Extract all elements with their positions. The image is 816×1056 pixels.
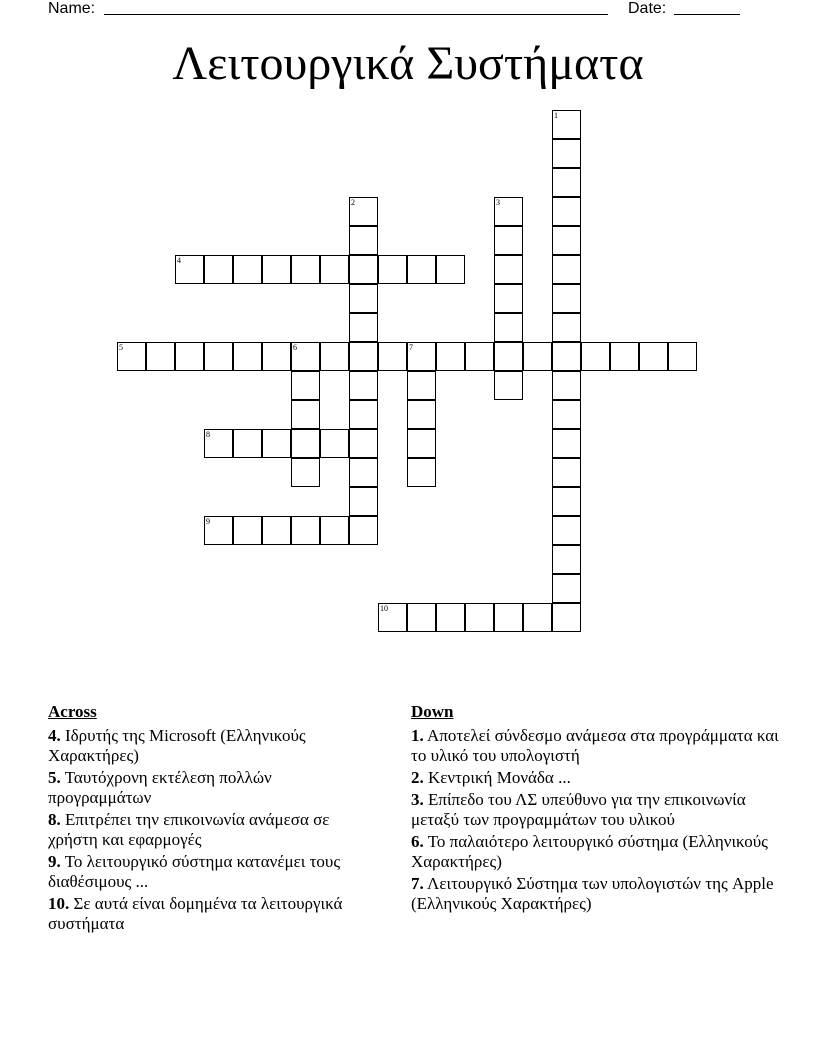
crossword-cell[interactable] [378, 603, 407, 632]
down-clue-list [411, 726, 781, 914]
crossword-cell[interactable] [291, 255, 320, 284]
crossword-cell[interactable] [349, 371, 378, 400]
crossword-cell[interactable] [291, 458, 320, 487]
crossword-cell[interactable] [349, 429, 378, 458]
clue-number: 6. [411, 832, 424, 851]
across-clues [48, 702, 378, 936]
crossword-cell[interactable] [552, 400, 581, 429]
clue-item [48, 810, 378, 850]
clue-number: 9. [48, 852, 61, 871]
cell-number: 4 [177, 256, 181, 265]
crossword-cell[interactable] [552, 574, 581, 603]
crossword-cell[interactable] [204, 429, 233, 458]
crossword-cell[interactable] [233, 255, 262, 284]
cell-number: 10 [380, 604, 388, 613]
clue-text: Επίπεδο του ΛΣ υπεύθυνο για την επικοινωνία μεταξύ των προγραμμάτων του υλικού [411, 790, 746, 829]
crossword-cell[interactable] [233, 516, 262, 545]
cell-number: 3 [496, 198, 500, 207]
clue-text: Ταυτόχρονη εκτέλεση πολλών προγραμμάτων [48, 768, 272, 807]
crossword-cell[interactable] [291, 371, 320, 400]
crossword-cell[interactable] [349, 516, 378, 545]
crossword-cell[interactable] [291, 342, 320, 371]
crossword-cell[interactable] [407, 255, 436, 284]
crossword-cell[interactable] [552, 255, 581, 284]
crossword-cell[interactable] [552, 284, 581, 313]
clue-item [411, 832, 781, 872]
down-heading: Down [411, 702, 454, 721]
crossword-cell[interactable] [465, 603, 494, 632]
crossword-cell[interactable] [494, 603, 523, 632]
clue-number: 1. [411, 726, 424, 745]
across-clue-list [48, 726, 378, 934]
crossword-cell[interactable] [146, 342, 175, 371]
crossword-cell[interactable] [552, 110, 581, 139]
crossword-cell[interactable] [494, 371, 523, 400]
crossword-cell[interactable] [349, 487, 378, 516]
crossword-cell[interactable] [175, 255, 204, 284]
clue-number: 3. [411, 790, 424, 809]
clue-number: 5. [48, 768, 61, 787]
crossword-cell[interactable] [204, 342, 233, 371]
crossword-cell[interactable] [436, 603, 465, 632]
clue-item [411, 874, 781, 914]
crossword-cell[interactable] [349, 197, 378, 226]
cell-number: 1 [554, 111, 558, 120]
crossword-cell[interactable] [552, 545, 581, 574]
name-label: Name: [48, 0, 96, 17]
clue-item [411, 790, 781, 830]
crossword-cell[interactable] [407, 342, 436, 371]
clue-text: Ιδρυτής της Microsoft (Ελληνικούς Χαρακτήρες) [48, 726, 306, 765]
crossword-cell[interactable] [552, 197, 581, 226]
crossword-cell[interactable] [262, 255, 291, 284]
cell-number: 5 [119, 343, 123, 352]
clue-text: Το παλαιότερο λειτουργικό σύστημα (Ελληνικούς Χαρακτήρες) [411, 832, 768, 871]
clue-item [411, 768, 781, 788]
crossword-cell[interactable] [552, 603, 581, 632]
clue-number: 2. [411, 768, 424, 787]
clue-text: Το λειτουργικό σύστημα κατανέμει τους διαθέσιμους ... [48, 852, 341, 891]
crossword-cell[interactable] [552, 458, 581, 487]
clue-number: 10. [48, 894, 70, 913]
crossword-cell[interactable] [523, 342, 552, 371]
clue-item [411, 726, 781, 766]
cell-number: 8 [206, 430, 210, 439]
clue-text: Κεντρική Μονάδα ... [423, 768, 571, 787]
crossword-cell[interactable] [204, 255, 233, 284]
crossword-cell[interactable] [581, 342, 610, 371]
clue-text: Σε αυτά είναι δομημένα τα λειτουργικά συστήματα [48, 894, 343, 933]
crossword-cell[interactable] [233, 429, 262, 458]
crossword-cell[interactable] [639, 342, 668, 371]
crossword-cell[interactable] [262, 516, 291, 545]
crossword-cell[interactable] [610, 342, 639, 371]
crossword-cell[interactable] [494, 226, 523, 255]
crossword-cell[interactable] [262, 429, 291, 458]
cell-number: 6 [293, 343, 297, 352]
crossword-cell[interactable] [262, 342, 291, 371]
crossword-cell[interactable] [378, 255, 407, 284]
clue-number: 8. [48, 810, 61, 829]
crossword-cell[interactable] [523, 603, 552, 632]
cell-number: 7 [409, 343, 413, 352]
clue-item [48, 768, 378, 808]
crossword-cell[interactable] [175, 342, 204, 371]
crossword-cell[interactable] [552, 487, 581, 516]
crossword-cell[interactable] [291, 516, 320, 545]
crossword-cell[interactable] [349, 284, 378, 313]
crossword-cell[interactable] [436, 342, 465, 371]
crossword-cell[interactable] [407, 371, 436, 400]
crossword-cell[interactable] [320, 516, 349, 545]
crossword-cell[interactable] [436, 255, 465, 284]
crossword-cell[interactable] [552, 342, 581, 371]
crossword-cell[interactable] [349, 342, 378, 371]
crossword-cell[interactable] [349, 400, 378, 429]
crossword-cell[interactable] [349, 313, 378, 342]
crossword-cell[interactable] [291, 400, 320, 429]
crossword-cell[interactable] [552, 226, 581, 255]
clue-item [48, 852, 378, 892]
crossword-cell[interactable] [233, 342, 262, 371]
crossword-cell[interactable] [407, 603, 436, 632]
crossword-cell[interactable] [552, 371, 581, 400]
crossword-cell[interactable] [407, 429, 436, 458]
crossword-cell[interactable] [378, 342, 407, 371]
crossword-cell[interactable] [407, 458, 436, 487]
crossword-cell[interactable] [494, 255, 523, 284]
crossword-cell[interactable] [494, 342, 523, 371]
crossword-cell[interactable] [320, 255, 349, 284]
crossword-cell[interactable] [494, 197, 523, 226]
clue-text: Αποτελεί σύνδεσμο ανάμεσα στα προγράμματα και το υλικό του υπολογιστή [411, 726, 779, 765]
down-clues [411, 702, 781, 916]
crossword-cell[interactable] [552, 313, 581, 342]
crossword-cell[interactable] [349, 458, 378, 487]
crossword-cell[interactable] [494, 313, 523, 342]
clue-number: 4. [48, 726, 61, 745]
crossword-cell[interactable] [494, 284, 523, 313]
crossword-cell[interactable] [465, 342, 494, 371]
crossword-cell[interactable] [407, 400, 436, 429]
clue-item [48, 894, 378, 934]
crossword-cell[interactable] [552, 139, 581, 168]
clue-number: 7. [411, 874, 424, 893]
crossword-cell[interactable] [204, 516, 233, 545]
crossword-cell[interactable] [668, 342, 697, 371]
crossword-cell[interactable] [320, 342, 349, 371]
crossword-cell[interactable] [552, 168, 581, 197]
crossword-cell[interactable] [320, 429, 349, 458]
date-label: Date: [628, 0, 667, 17]
page-title: Λειτουργικά Συστήματα [172, 37, 644, 90]
crossword-cell[interactable] [291, 429, 320, 458]
crossword-cell[interactable] [552, 516, 581, 545]
crossword-cell[interactable] [349, 255, 378, 284]
crossword-cell[interactable] [552, 429, 581, 458]
cell-number: 9 [206, 517, 210, 526]
clue-text: Επιτρέπει την επικοινωνία ανάμεσα σε χρήστη και εφαρμογές [48, 810, 330, 849]
clue-item [48, 726, 378, 766]
cell-number: 2 [351, 198, 355, 207]
crossword-cell[interactable] [117, 342, 146, 371]
across-heading: Across [48, 702, 97, 721]
crossword-cell[interactable] [349, 226, 378, 255]
clue-text: Λειτουργικό Σύστημα των υπολογιστών της Apple (Ελληνικούς Χαρακτήρες) [411, 874, 774, 913]
